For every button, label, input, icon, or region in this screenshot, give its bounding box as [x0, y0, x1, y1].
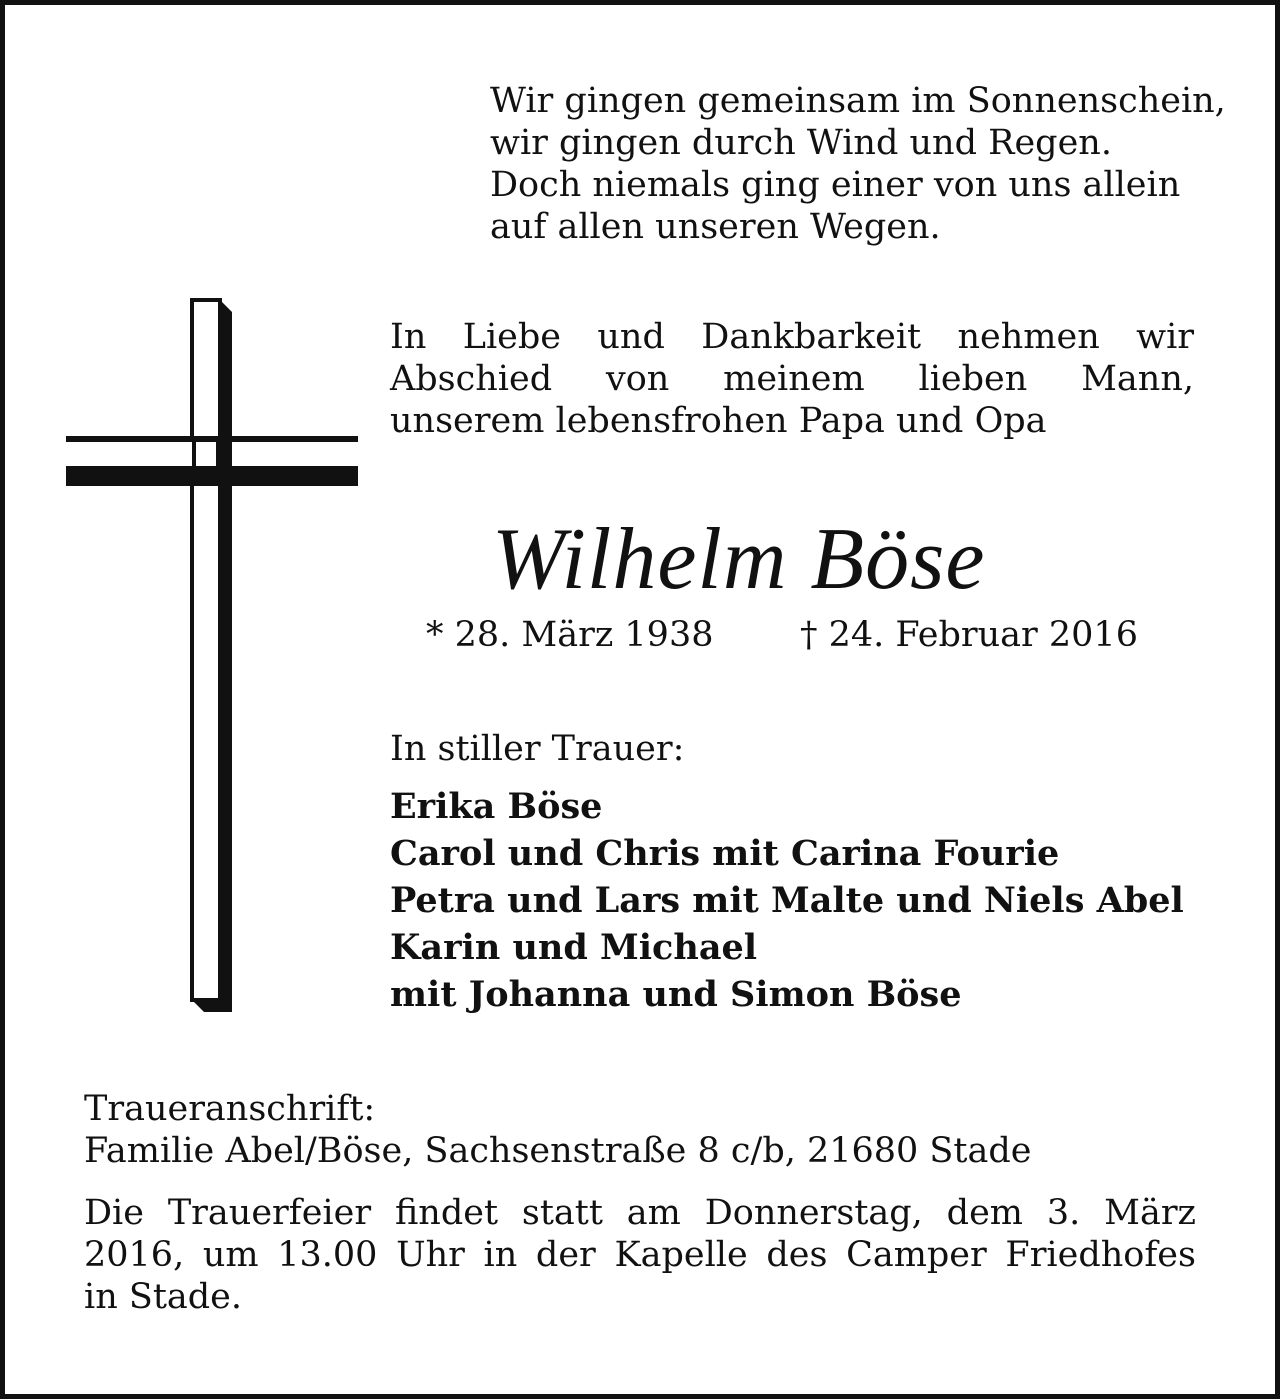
death-date: † 24. Februar 2016 [800, 615, 1138, 655]
birth-date: * 28. März 1938 [426, 615, 714, 655]
mourner-name: Karin und Michael [390, 927, 758, 968]
mourner-name: Petra und Lars mit Malte und Niels Abel [390, 880, 1184, 921]
poem-line: Doch niemals ging einer von uns allein [490, 165, 1181, 205]
address-value: Familie Abel/Böse, Sachsenstraße 8 c/b, 21680 Stade [84, 1131, 1032, 1171]
mourner-name: Erika Böse [390, 786, 603, 827]
intro-line: In Liebe und Dankbarkeit nehmen wir [390, 317, 1194, 357]
christian-cross-icon [60, 292, 360, 1022]
address-label: Traueranschrift: [84, 1089, 376, 1129]
intro-line: unserem lebensfrohen Papa und Opa [390, 401, 1047, 441]
poem-line: auf allen unseren Wegen. [490, 207, 941, 247]
poem-line: wir gingen durch Wind und Regen. [490, 123, 1112, 163]
mourner-name: Carol und Chris mit Carina Fourie [390, 833, 1060, 874]
mourner-name: mit Johanna und Simon Böse [390, 974, 962, 1015]
funeral-line: Die Trauerfeier findet statt am Donnerstag, dem 3. März [84, 1193, 1196, 1233]
mourners-heading: In stiller Trauer: [390, 729, 685, 769]
deceased-name: Wilhelm Böse [492, 511, 986, 608]
funeral-line: in Stade. [84, 1277, 243, 1317]
intro-line: Abschied von meinem lieben Mann, [390, 359, 1194, 399]
poem-line: Wir gingen gemeinsam im Sonnenschein, [490, 81, 1226, 121]
funeral-line: 2016, um 13.00 Uhr in der Kapelle des Camper Friedhofes [84, 1235, 1196, 1275]
